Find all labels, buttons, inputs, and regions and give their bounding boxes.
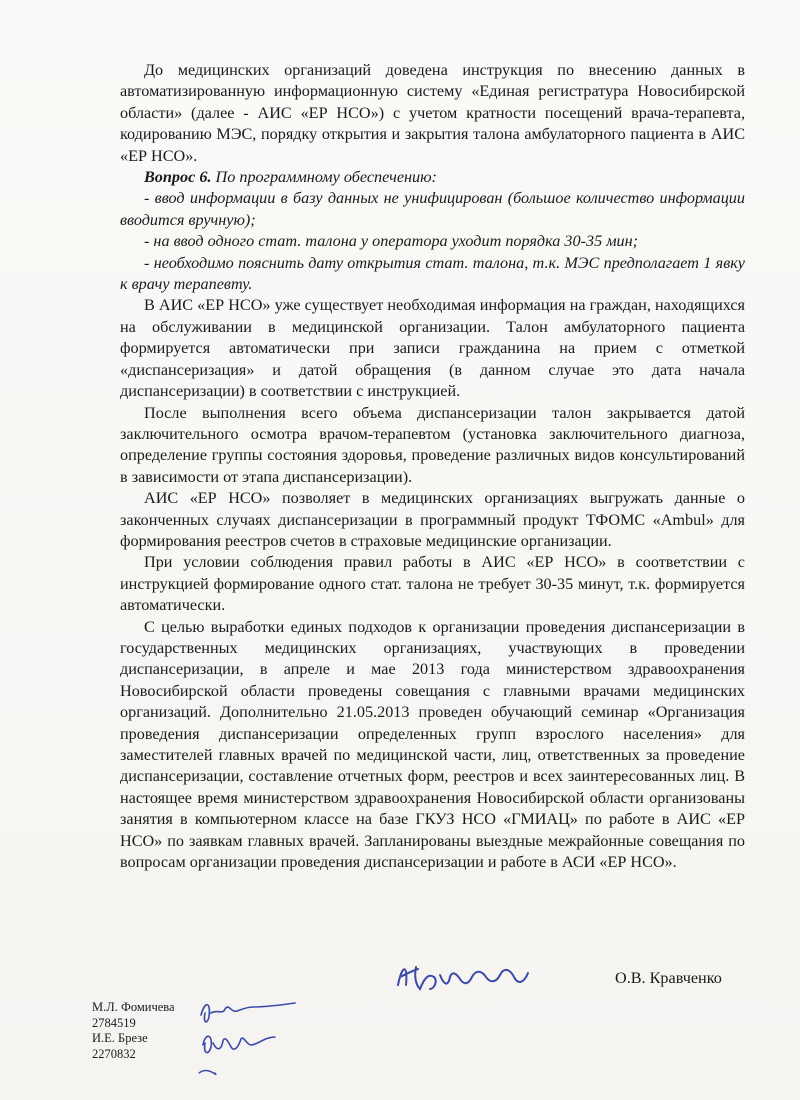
signer-name: О.В. Кравченко — [615, 969, 722, 987]
executor-signatures — [195, 995, 315, 1085]
paragraph-1: До медицинских организаций доведена инструкция по внесению данных в автоматизированную информационную систему «Единая регистратура Новосибирской области» (далее - АИС «ЕР НСО») с учетом кратности посещений врача-терапевта, кодированию МЭС, порядку открытия и закрытия талона амбулаторного пациента в АИС «ЕР НСО». — [120, 61, 745, 165]
executor-1-phone: 2784519 — [92, 1015, 136, 1030]
handwritten-signature — [390, 955, 540, 1005]
question-item-1: - ввод информации в базу данных не унифицирован (большое количество информации вводится вручную); — [120, 189, 745, 229]
paragraph-3: После выполнения всего объема диспансеризации талон закрывается датой заключительного осмотра врачом-терапевтом (установка заключительного диагноза, определение группы состояния здоровья, проведение различных видов консультирований в зависимости от этапа диспансеризации). — [120, 403, 745, 486]
question-item-2: - на ввод одного стат. талона у оператора уходит порядка 30-35 мин; — [144, 232, 639, 251]
question-label: Вопрос 6. — [144, 168, 212, 187]
signature-block — [380, 955, 760, 1015]
document-body — [120, 60, 745, 873]
paragraph-6: С целью выработки единых подходов к организации проведения диспансеризации в государственных медицинских организациях, участвующих в проведении диспансеризации, в апреле и мае 2013 года министерством здравоохранения Новосибирской области проведены совещания с главными врачами медицинских организаций. Дополнительно 21.05.2013 проведен обучающий семинар «Организация проведения диспансеризации определенных групп взрослого населения» для заместителей главных врачей по медицинской части, лиц, ответственных за проведение диспансеризации, составление отчетных форм, реестров и всех заинтересованных лиц. В настоящее время министерством здравоохранения Новосибирской области организованы занятия в компьютерном классе на базе ГКУЗ НСО «ГМИАЦ» по работе в АИС «ЕР НСО» по заявкам главных врачей. Запланированы выездные межрайонные совещания по вопросам организации проведения диспансеризации и работе в АСИ «ЕР НСО». — [120, 617, 745, 872]
executor-2-phone: 2270832 — [92, 1046, 136, 1061]
question-item-3: - необходимо пояснить дату открытия стат. талона, т.к. МЭС предполагает 1 явку к врачу терапевту. — [120, 253, 745, 294]
executors-block — [92, 1000, 175, 1062]
question-text: По программному обеспечению: — [211, 168, 437, 187]
paragraph-5: При условии соблюдения правил работы в АИС «ЕР НСО» в соответствии с инструкцией формирование одного стат. талона не требует 30-35 минут, т.к. формируется автоматически. — [120, 553, 745, 615]
paragraph-4: АИС «ЕР НСО» позволяет в медицинских организациях выгружать данные о законченных случаях диспансеризации в программный продукт ТФОМС «Ambul» для формирования реестров счетов в страховые медицинские организации. — [120, 489, 745, 550]
paragraph-2: В АИС «ЕР НСО» уже существует необходимая информация на граждан, находящихся на обслуживании в медицинской организации. Талон амбулаторного пациента формируется автоматически при записи гражданина на прием с отметкой «диспансеризация» и датой обращения (в данном случае это дата начала диспансеризации) в соответствии с инструкцией. — [120, 296, 745, 401]
executor-2-name: И.Е. Брезе — [92, 1031, 148, 1046]
executor-1-name: М.Л. Фомичева — [92, 1000, 175, 1014]
question-6 — [120, 167, 745, 188]
